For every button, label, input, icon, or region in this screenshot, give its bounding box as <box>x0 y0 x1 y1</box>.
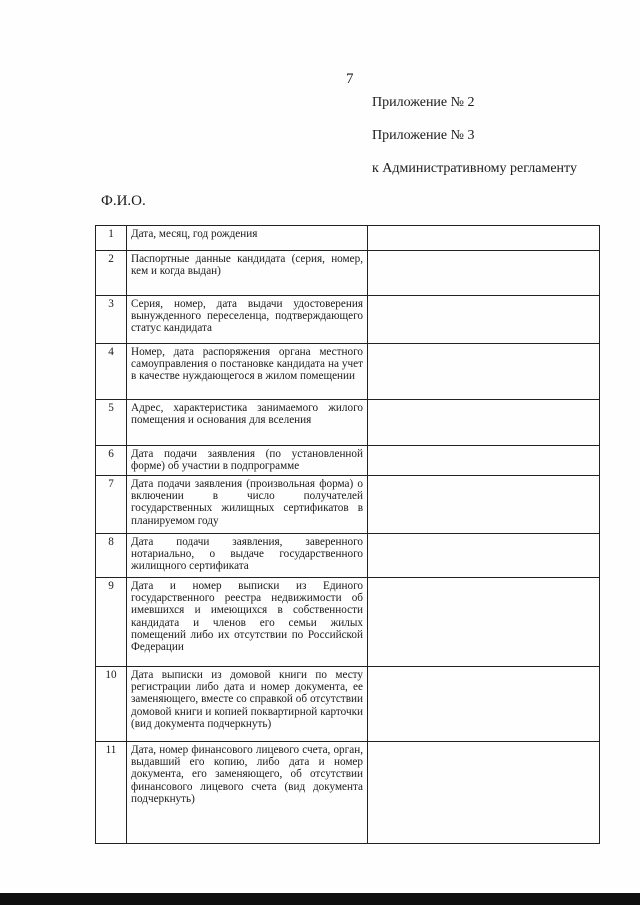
row-number: 6 <box>96 446 127 476</box>
table-row <box>96 296 600 344</box>
row-value-cell[interactable] <box>368 476 600 534</box>
row-value-cell[interactable] <box>368 344 600 400</box>
table-row <box>96 251 600 296</box>
row-label: Адрес, характеристика занимаемого жилого помещения и основания для вселения <box>127 400 368 446</box>
table-row <box>96 344 600 400</box>
row-number: 8 <box>96 534 127 578</box>
row-value-cell[interactable] <box>368 446 600 476</box>
table-row <box>96 446 600 476</box>
scan-bottom-edge <box>0 893 640 905</box>
row-label: Дата подачи заявления (произвольная форма) о включении в число получателей государственных жилищных сертификатов в планируемом году <box>127 476 368 534</box>
fio-label: Ф.И.О. <box>101 193 146 209</box>
row-number: 3 <box>96 296 127 344</box>
row-value-cell[interactable] <box>368 578 600 667</box>
row-label: Дата подачи заявления, заверенного нотариально, о выдаче государственного жилищного сертификата <box>127 534 368 578</box>
annex-line-3: к Административному регламенту <box>372 161 577 176</box>
table-row <box>96 667 600 742</box>
table-row <box>96 476 600 534</box>
table-row <box>96 534 600 578</box>
table-row <box>96 226 600 251</box>
row-label: Дата подачи заявления (по установленной форме) об участии в подпрограмме <box>127 446 368 476</box>
row-number: 7 <box>96 476 127 534</box>
row-number: 2 <box>96 251 127 296</box>
row-value-cell[interactable] <box>368 226 600 251</box>
row-number: 4 <box>96 344 127 400</box>
row-label: Серия, номер, дата выдачи удостоверения вынужденного переселенца, подтверждающего статус кандидата <box>127 296 368 344</box>
row-label: Дата выписки из домовой книги по месту регистрации либо дата и номер документа, ее заменяющего, вместе со справкой об отсутствии домовой книги и копией поквартирной карточки (вид документа подчеркнуть) <box>127 667 368 742</box>
table-row <box>96 578 600 667</box>
row-value-cell[interactable] <box>368 400 600 446</box>
row-value-cell[interactable] <box>368 742 600 844</box>
annex-line-1: Приложение № 2 <box>372 95 475 110</box>
page-number: 7 <box>346 71 354 87</box>
row-label: Паспортные данные кандидата (серия, номер, кем и когда выдан) <box>127 251 368 296</box>
row-number: 11 <box>96 742 127 844</box>
row-label: Номер, дата распоряжения органа местного самоуправления о постановке кандидата на учет в качестве нуждающегося в жилом помещении <box>127 344 368 400</box>
row-value-cell[interactable] <box>368 667 600 742</box>
table-row <box>96 400 600 446</box>
annex-line-2: Приложение № 3 <box>372 128 475 143</box>
row-value-cell[interactable] <box>368 534 600 578</box>
row-number: 5 <box>96 400 127 446</box>
table-row <box>96 742 600 844</box>
row-label: Дата, месяц, год рождения <box>127 226 368 251</box>
candidate-data-table <box>95 225 600 844</box>
row-number: 9 <box>96 578 127 667</box>
row-number: 1 <box>96 226 127 251</box>
row-number: 10 <box>96 667 127 742</box>
row-label: Дата, номер финансового лицевого счета, орган, выдавший его копию, либо дата и номер документа, его заменяющего, об отсутствии финансового лицевого счета (вид документа подчеркнуть) <box>127 742 368 844</box>
row-label: Дата и номер выписки из Единого государственного реестра недвижимости об имевшихся и имеющихся в собственности кандидата и членов его семьи жилых помещений либо их отсутствии по Российской Федерации <box>127 578 368 667</box>
row-value-cell[interactable] <box>368 251 600 296</box>
row-value-cell[interactable] <box>368 296 600 344</box>
